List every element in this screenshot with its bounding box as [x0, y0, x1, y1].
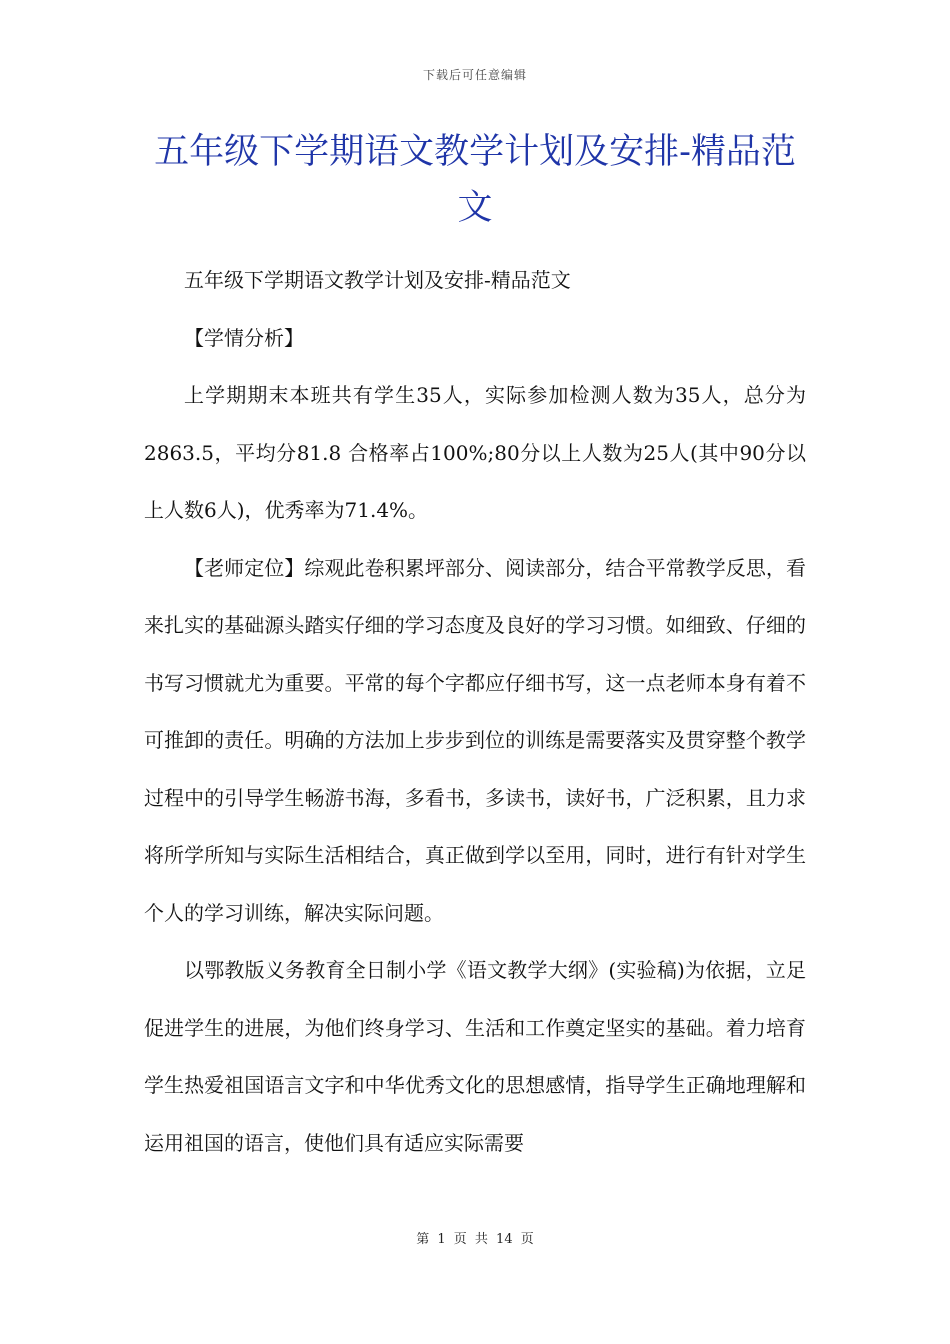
header-note: 下载后可任意编辑	[422, 68, 527, 82]
document-body	[144, 252, 806, 1172]
paragraph-student-analysis: 上学期期末本班共有学生35人，实际参加检测人数为35人，总分为2863.5，平均分81.8 合格率占100%;80分以上人数为25人(其中90分以上人数6人)，优秀率为71.4%。	[144, 383, 806, 522]
document-title: 五年级下学期语文教学计划及安排-精品范文	[154, 132, 796, 228]
paragraph-curriculum-basis: 以鄂教版义务教育全日制小学《语文教学大纲》(实验稿)为依据，立足促进学生的进展，为他们终身学习、生活和工作奠定坚实的基础。着力培育学生热爱祖国语言文字和中华优秀文化的思想感情，指导学生正确地理解和运用祖国的语言，使他们具有适应实际需要	[144, 958, 806, 1155]
paragraph-subtitle: 五年级下学期语文教学计划及安排-精品范文	[184, 268, 571, 292]
page-footer: 第 1 页 共 14 页	[416, 1232, 534, 1247]
paragraph-section-heading: 【学情分析】	[184, 325, 304, 350]
paragraph-teacher-position: 【老师定位】综观此卷积累坪部分、阅读部分，结合平常教学反思，看来扎实的基础源头踏实仔细的学习态度及良好的学习习惯。如细致、仔细的书写习惯就尤为重要。平常的每个字都应仔细书写，这一点老师本身有着不可推卸的责任。明确的方法加上步步到位的训练是需要落实及贯穿整个教学过程中的引导学生畅游书海，多看书，多读书，读好书，广泛积累，且力求将所学所知与实际生活相结合，真正做到学以至用，同时，进行有针对学生个人的学习训练，解决实际问题。	[144, 555, 806, 925]
